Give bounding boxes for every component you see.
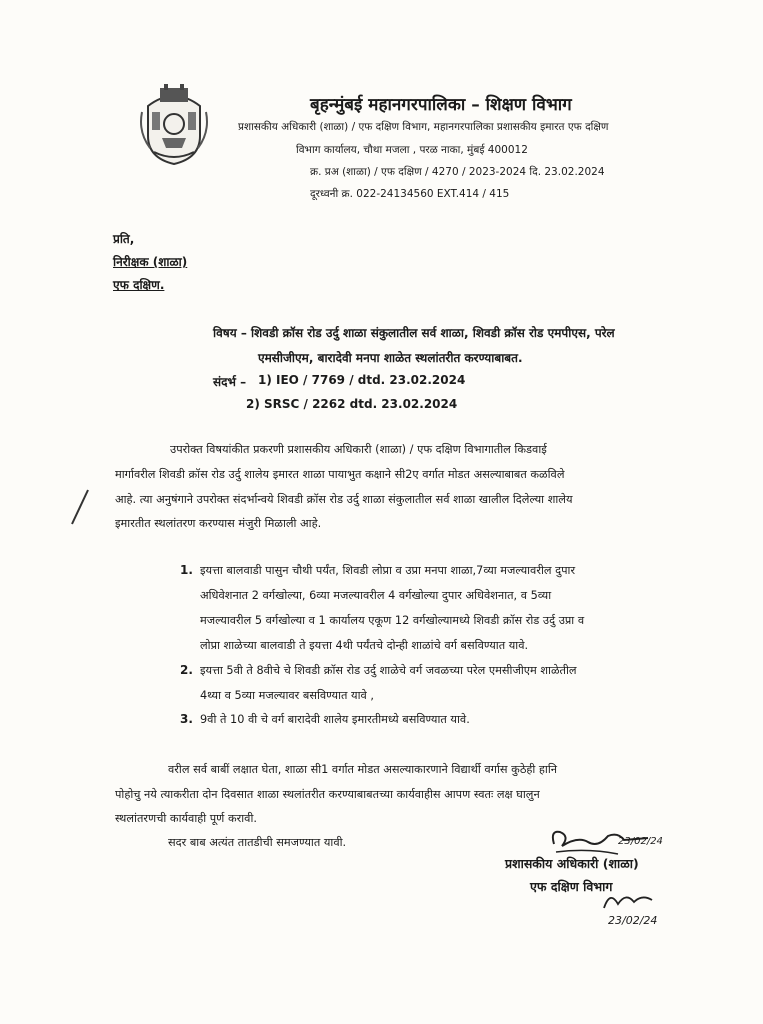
list-item-2-line-1: इयत्ता 5वी ते 8वीचे चे शिवडी क्रॉस रोड उर्दु शाळेचे वर्ग जवळच्या परेल एमसीजीएम शाळेतील (200, 664, 577, 677)
list-item-1-number: 1. (180, 563, 193, 577)
closing-line-4: सदर बाब अत्यंत तातडीची समजण्यात यावी. (168, 836, 347, 849)
list-item-2-number: 2. (180, 663, 193, 677)
reference-label: संदर्भ – (213, 375, 247, 389)
signature-date-scrawl-1: 23/02/24 (618, 836, 663, 847)
letter-reference-number: क्र. प्रअ (शाळा) / एफ दक्षिण / 4270 / 2023-2024 दि. 23.02.2024 (310, 166, 605, 178)
addressee-prefix: प्रति, (113, 232, 135, 246)
signatory-ward: एफ दक्षिण विभाग (530, 879, 613, 894)
addressee-designation: निरीक्षक (शाळा) (113, 255, 188, 269)
signature-date-scrawl-2: 23/02/24 (608, 914, 658, 927)
list-item-3-line-1: 9वी ते 10 वी चे वर्ग बारादेवी शालेय इमारतीमध्ये बसविण्यात यावे. (200, 713, 470, 726)
subject-line-2: एमसीजीएम, बारादेवी मनपा शाळेत स्थलांतरीत करण्याबाबत. (258, 351, 523, 365)
list-item-1-line-1: इयत्ता बालवाडी पासुन चौथी पर्यंत, शिवडी लोप्रा व उप्रा मनपा शाळा,7व्या मजल्यावरील दुपार (200, 564, 576, 577)
closing-line-3: स्थलांतरणची कार्यवाही पूर्ण करावी. (115, 812, 257, 825)
closing-line-1: वरील सर्व बाबीं लक्षात घेता, शाळा सी1 वर्गात मोडत असल्याकारणाने विद्यार्थी वर्गास कुठेही हानि (168, 763, 558, 776)
signatory-designation: प्रशासकीय अधिकारी (शाळा) (505, 856, 639, 871)
reference-2: 2) SRSC / 2262 dtd. 23.02.2024 (246, 397, 458, 411)
letterhead-title: बृहन्मुंबई महानगरपालिका – शिक्षण विभाग (310, 95, 572, 115)
body-line-2: मार्गावरील शिवडी क्रॉस रोड उर्दु शालेय इमारत शाळा पायाभुत कक्षाने सी2ए वर्गात मोडत असल्याबाबत कळविले (115, 468, 565, 481)
body-line-4: इमारतीत स्थलांतरण करण्यास मंजुरी मिळाली आहे. (115, 517, 322, 530)
closing-line-2: पोहोचु नये त्याकरीता दोन दिवसात शाळा स्थलांतरीत करण्याबाबतच्या कार्यवाहीस आपण स्वतः लक्ष घालुन (115, 788, 540, 801)
telephone-number: दूरध्वनी क्र. 022-24134560 EXT.414 / 415 (310, 188, 510, 200)
list-item-3-number: 3. (180, 712, 193, 726)
list-item-1-line-3: मजल्यावरील 5 वर्गखोल्या व 1 कार्यालय एकूण 12 वर्गखोल्यामध्ये शिवडी क्रॉस रोड उर्दु उप्रा व (200, 614, 585, 627)
reference-1: 1) IEO / 7769 / dtd. 23.02.2024 (258, 373, 466, 387)
initials-scrawl (600, 888, 660, 914)
body-line-1: उपरोक्त विषयांकीत प्रकरणी प्रशासकीय अधिकारी (शाळा) / एफ दक्षिण विभागातील किडवाई (170, 443, 547, 456)
addressee-ward: एफ दक्षिण. (113, 278, 165, 292)
letterhead-address-line-2: विभाग कार्यालय, चौथा मजला , परळ नाका, मुंबई 400012 (296, 144, 528, 156)
margin-pen-mark (68, 488, 92, 528)
mcgm-emblem-icon (138, 82, 210, 166)
body-line-3: आहे. त्या अनुषंगाने उपरोक्त संदर्भान्वये शिवडी क्रॉस रोड उर्दु शाळा संकुलातील सर्व शाळा खालील दिलेल्या शालेय (115, 493, 573, 506)
list-item-1-line-4: लोप्रा शाळेच्या बालवाडी ते इयत्ता 4थी पर्यंतचे दोन्ही शाळांचे वर्ग बसविण्यात यावे. (200, 639, 529, 652)
letterhead-address-line-1: प्रशासकीय अधिकारी (शाळा) / एफ दक्षिण विभाग, महानगरपालिका प्रशासकीय इमारत एफ दक्षिण (238, 121, 609, 133)
list-item-2-line-2: 4थ्या व 5व्या मजल्यावर बसविण्यात यावे , (200, 689, 374, 702)
list-item-1-line-2: अधिवेशनात 2 वर्गखोल्या, 6व्या मजल्यावरील 4 वर्गखोल्या दुपार अधिवेशनात, व 5व्या (200, 589, 552, 602)
subject-line-1: विषय – शिवडी क्रॉस रोड उर्दु शाळा संकुलातील सर्व शाळा, शिवडी क्रॉस रोड एमपीएस, परेल (213, 326, 615, 340)
